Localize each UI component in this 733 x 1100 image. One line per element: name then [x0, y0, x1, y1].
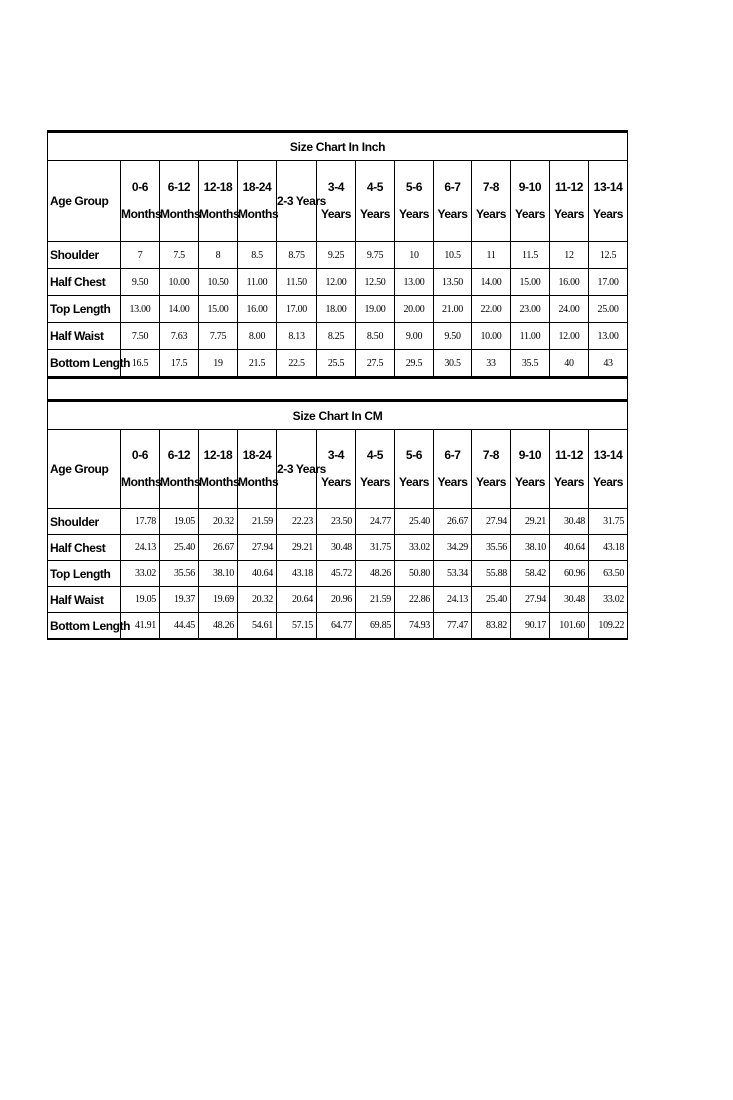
row-label: Shoulder: [48, 242, 121, 269]
spacer-row: [48, 379, 628, 401]
value-cell: 8.00: [238, 323, 277, 350]
value-cell: 40: [550, 350, 589, 378]
value-cell: 35.56: [160, 561, 199, 587]
value-cell: 19.05: [160, 509, 199, 535]
value-cell: 19: [199, 350, 238, 378]
column-header-age: 6-7: [444, 448, 461, 462]
value-cell: 53.34: [434, 561, 472, 587]
value-cell: 69.85: [356, 613, 395, 640]
value-cell: 48.26: [356, 561, 395, 587]
table-row: [48, 613, 628, 640]
value-cell: 16.5: [121, 350, 160, 378]
column-header: [160, 161, 199, 242]
value-cell: 27.94: [238, 535, 277, 561]
value-cell: 21.00: [434, 296, 472, 323]
value-cell: 19.37: [160, 587, 199, 613]
value-cell: 29.21: [277, 535, 317, 561]
value-cell: 17.78: [121, 509, 160, 535]
column-header-age: 2-3 Years: [277, 462, 326, 476]
value-cell: 43: [589, 350, 628, 378]
value-cell: 12.5: [589, 242, 628, 269]
value-cell: 27.5: [356, 350, 395, 378]
value-cell: 13.00: [395, 269, 434, 296]
value-cell: 25.5: [317, 350, 356, 378]
value-cell: 10: [395, 242, 434, 269]
value-cell: 29.21: [511, 509, 550, 535]
value-cell: 23.50: [317, 509, 356, 535]
column-header: [589, 161, 628, 242]
value-cell: 15.00: [511, 269, 550, 296]
column-header-age: 18-24: [242, 180, 272, 194]
cm-size-table: [47, 378, 628, 640]
column-header-age: 2-3 Years: [277, 194, 326, 208]
value-cell: 43.18: [277, 561, 317, 587]
column-header: [511, 430, 550, 509]
column-header-unit: Months: [160, 475, 201, 489]
value-cell: 8: [199, 242, 238, 269]
value-cell: 33.02: [589, 587, 628, 613]
value-cell: 24.00: [550, 296, 589, 323]
value-cell: 30.48: [550, 509, 589, 535]
column-header-age: 6-12: [167, 180, 191, 194]
size-chart-sheet: [47, 130, 627, 640]
column-header-unit: Months: [160, 207, 201, 221]
column-header-age: 13-14: [593, 180, 623, 194]
column-header: [238, 430, 277, 509]
value-cell: 17.5: [160, 350, 199, 378]
column-header-unit: Years: [593, 207, 624, 221]
value-cell: 20.32: [199, 509, 238, 535]
table-row: [48, 535, 628, 561]
value-cell: 40.64: [238, 561, 277, 587]
column-header: [434, 161, 472, 242]
column-header-age: 6-12: [167, 448, 191, 462]
value-cell: 16.00: [550, 269, 589, 296]
column-header: [356, 161, 395, 242]
value-cell: 21.5: [238, 350, 277, 378]
value-cell: 19.69: [199, 587, 238, 613]
column-header-unit: Years: [359, 475, 391, 489]
spacer-cell: [48, 379, 628, 401]
value-cell: 30.5: [434, 350, 472, 378]
column-header: [238, 161, 277, 242]
value-cell: 35.5: [511, 350, 550, 378]
value-cell: 27.94: [472, 509, 511, 535]
value-cell: 45.72: [317, 561, 356, 587]
column-header: [472, 161, 511, 242]
column-header-unit: Years: [475, 475, 507, 489]
column-header: [589, 430, 628, 509]
value-cell: 11.00: [238, 269, 277, 296]
value-cell: 11.5: [511, 242, 550, 269]
value-cell: 18.00: [317, 296, 356, 323]
value-cell: 74.93: [395, 613, 434, 640]
column-header-age: 3-4: [327, 448, 345, 462]
column-header: [395, 161, 434, 242]
title-row: [48, 401, 628, 430]
value-cell: 40.64: [550, 535, 589, 561]
column-header-unit: Years: [475, 207, 507, 221]
value-cell: 21.59: [238, 509, 277, 535]
column-header-age: 4-5: [366, 448, 384, 462]
value-cell: 25.00: [589, 296, 628, 323]
table-row: [48, 561, 628, 587]
value-cell: 30.48: [317, 535, 356, 561]
value-cell: 38.10: [199, 561, 238, 587]
value-cell: 77.47: [434, 613, 472, 640]
column-header: [434, 430, 472, 509]
column-header: [511, 161, 550, 242]
value-cell: 23.00: [511, 296, 550, 323]
column-header-age: 3-4: [327, 180, 345, 194]
column-header-unit: Months: [238, 475, 279, 489]
column-header-age: 11-12: [554, 448, 584, 462]
column-header: [550, 430, 589, 509]
table-row: [48, 587, 628, 613]
age-group-label: Age Group: [48, 161, 121, 242]
value-cell: 13.50: [434, 269, 472, 296]
column-header-age: 18-24: [242, 448, 272, 462]
age-group-label: Age Group: [48, 430, 121, 509]
value-cell: 25.40: [472, 587, 511, 613]
column-header-unit: Months: [121, 475, 162, 489]
table-row: [48, 509, 628, 535]
value-cell: 19.00: [356, 296, 395, 323]
column-header-age: 9-10: [518, 448, 542, 462]
value-cell: 9.00: [395, 323, 434, 350]
value-cell: 9.75: [356, 242, 395, 269]
value-cell: 12.00: [317, 269, 356, 296]
column-header-unit: Years: [593, 475, 624, 489]
column-header: [317, 161, 356, 242]
chart-title: Size Chart In CM: [48, 401, 628, 430]
value-cell: 9.50: [434, 323, 472, 350]
column-header-age: 12-18: [203, 180, 233, 194]
value-cell: 33.02: [121, 561, 160, 587]
row-label: Bottom Length: [48, 350, 121, 378]
column-header-age: 7-8: [482, 448, 500, 462]
value-cell: 17.00: [589, 269, 628, 296]
value-cell: 48.26: [199, 613, 238, 640]
column-header-unit: Months: [199, 475, 240, 489]
column-header: [277, 430, 326, 509]
column-header-unit: Months: [238, 207, 279, 221]
column-header-age: 5-6: [405, 180, 423, 194]
table-row: [48, 323, 628, 350]
column-header-unit: Years: [320, 207, 352, 221]
value-cell: 29.5: [395, 350, 434, 378]
value-cell: 20.32: [238, 587, 277, 613]
column-header-age: 6-7: [444, 180, 461, 194]
value-cell: 26.67: [434, 509, 472, 535]
value-cell: 20.00: [395, 296, 434, 323]
value-cell: 27.94: [511, 587, 550, 613]
row-label: Half Waist: [48, 323, 121, 350]
value-cell: 8.5: [238, 242, 277, 269]
column-header-unit: Months: [199, 207, 240, 221]
value-cell: 25.40: [160, 535, 199, 561]
value-cell: 11.50: [277, 269, 317, 296]
column-header: [199, 161, 238, 242]
value-cell: 63.50: [589, 561, 628, 587]
value-cell: 8.50: [356, 323, 395, 350]
value-cell: 43.18: [589, 535, 628, 561]
column-header-unit: Years: [320, 475, 352, 489]
column-header: [395, 430, 434, 509]
value-cell: 12.00: [550, 323, 589, 350]
value-cell: 35.56: [472, 535, 511, 561]
value-cell: 34.29: [434, 535, 472, 561]
column-header: [121, 430, 160, 509]
value-cell: 20.96: [317, 587, 356, 613]
value-cell: 7.75: [199, 323, 238, 350]
value-cell: 31.75: [589, 509, 628, 535]
value-cell: 22.86: [395, 587, 434, 613]
column-header-unit: Years: [398, 207, 430, 221]
row-label: Shoulder: [48, 509, 121, 535]
value-cell: 11.00: [511, 323, 550, 350]
column-header: [121, 161, 160, 242]
value-cell: 7.63: [160, 323, 199, 350]
table-row: [48, 269, 628, 296]
value-cell: 58.42: [511, 561, 550, 587]
table-row: [48, 296, 628, 323]
column-header-unit: Years: [398, 475, 430, 489]
column-header-unit: Years: [514, 207, 546, 221]
value-cell: 21.59: [356, 587, 395, 613]
header-row: [48, 430, 628, 509]
column-header: [317, 430, 356, 509]
row-label: Half Waist: [48, 587, 121, 613]
value-cell: 41.91: [121, 613, 160, 640]
column-header-unit: Years: [514, 475, 546, 489]
column-header-unit: Years: [437, 207, 468, 221]
value-cell: 24.77: [356, 509, 395, 535]
value-cell: 13.00: [589, 323, 628, 350]
column-header-age: 0-6: [131, 180, 149, 194]
row-label: Top Length: [48, 296, 121, 323]
inch-size-table: [47, 130, 628, 378]
column-header-unit: Months: [121, 207, 162, 221]
column-header: [550, 161, 589, 242]
column-header-age: 4-5: [366, 180, 384, 194]
value-cell: 17.00: [277, 296, 317, 323]
value-cell: 22.5: [277, 350, 317, 378]
value-cell: 11: [472, 242, 511, 269]
value-cell: 10.50: [199, 269, 238, 296]
value-cell: 7.50: [121, 323, 160, 350]
value-cell: 60.96: [550, 561, 589, 587]
value-cell: 16.00: [238, 296, 277, 323]
value-cell: 19.05: [121, 587, 160, 613]
value-cell: 31.75: [356, 535, 395, 561]
value-cell: 109.22: [589, 613, 628, 640]
value-cell: 24.13: [121, 535, 160, 561]
value-cell: 15.00: [199, 296, 238, 323]
value-cell: 33: [472, 350, 511, 378]
column-header: [356, 430, 395, 509]
column-header-age: 5-6: [405, 448, 423, 462]
value-cell: 12: [550, 242, 589, 269]
column-header: [472, 430, 511, 509]
value-cell: 50.80: [395, 561, 434, 587]
value-cell: 22.00: [472, 296, 511, 323]
column-header-age: 13-14: [593, 448, 623, 462]
value-cell: 33.02: [395, 535, 434, 561]
value-cell: 55.88: [472, 561, 511, 587]
value-cell: 10.00: [472, 323, 511, 350]
value-cell: 9.25: [317, 242, 356, 269]
chart-title: Size Chart In Inch: [48, 132, 628, 161]
value-cell: 57.15: [277, 613, 317, 640]
value-cell: 10.5: [434, 242, 472, 269]
value-cell: 12.50: [356, 269, 395, 296]
value-cell: 8.13: [277, 323, 317, 350]
value-cell: 13.00: [121, 296, 160, 323]
column-header-unit: Years: [437, 475, 468, 489]
value-cell: 14.00: [472, 269, 511, 296]
column-header: [160, 430, 199, 509]
column-header-unit: Years: [553, 475, 585, 489]
value-cell: 7.5: [160, 242, 199, 269]
value-cell: 90.17: [511, 613, 550, 640]
value-cell: 7: [121, 242, 160, 269]
row-label: Half Chest: [48, 535, 121, 561]
value-cell: 83.82: [472, 613, 511, 640]
value-cell: 24.13: [434, 587, 472, 613]
value-cell: 54.61: [238, 613, 277, 640]
value-cell: 22.23: [277, 509, 317, 535]
value-cell: 10.00: [160, 269, 199, 296]
row-label: Top Length: [48, 561, 121, 587]
value-cell: 8.25: [317, 323, 356, 350]
column-header: [199, 430, 238, 509]
column-header: [277, 161, 326, 242]
header-row: [48, 161, 628, 242]
column-header-unit: Years: [359, 207, 391, 221]
value-cell: 8.75: [277, 242, 317, 269]
value-cell: 26.67: [199, 535, 238, 561]
value-cell: 38.10: [511, 535, 550, 561]
value-cell: 14.00: [160, 296, 199, 323]
column-header-age: 9-10: [518, 180, 542, 194]
row-label: Half Chest: [48, 269, 121, 296]
value-cell: 20.64: [277, 587, 317, 613]
value-cell: 30.48: [550, 587, 589, 613]
value-cell: 64.77: [317, 613, 356, 640]
title-row: [48, 132, 628, 161]
column-header-unit: Years: [553, 207, 585, 221]
row-label: Bottom Length: [48, 613, 121, 640]
column-header-age: 0-6: [131, 448, 149, 462]
value-cell: 25.40: [395, 509, 434, 535]
value-cell: 101.60: [550, 613, 589, 640]
column-header-age: 12-18: [203, 448, 233, 462]
value-cell: 44.45: [160, 613, 199, 640]
column-header-age: 7-8: [482, 180, 500, 194]
table-row: [48, 242, 628, 269]
column-header-age: 11-12: [554, 180, 584, 194]
value-cell: 9.50: [121, 269, 160, 296]
table-row: [48, 350, 628, 378]
